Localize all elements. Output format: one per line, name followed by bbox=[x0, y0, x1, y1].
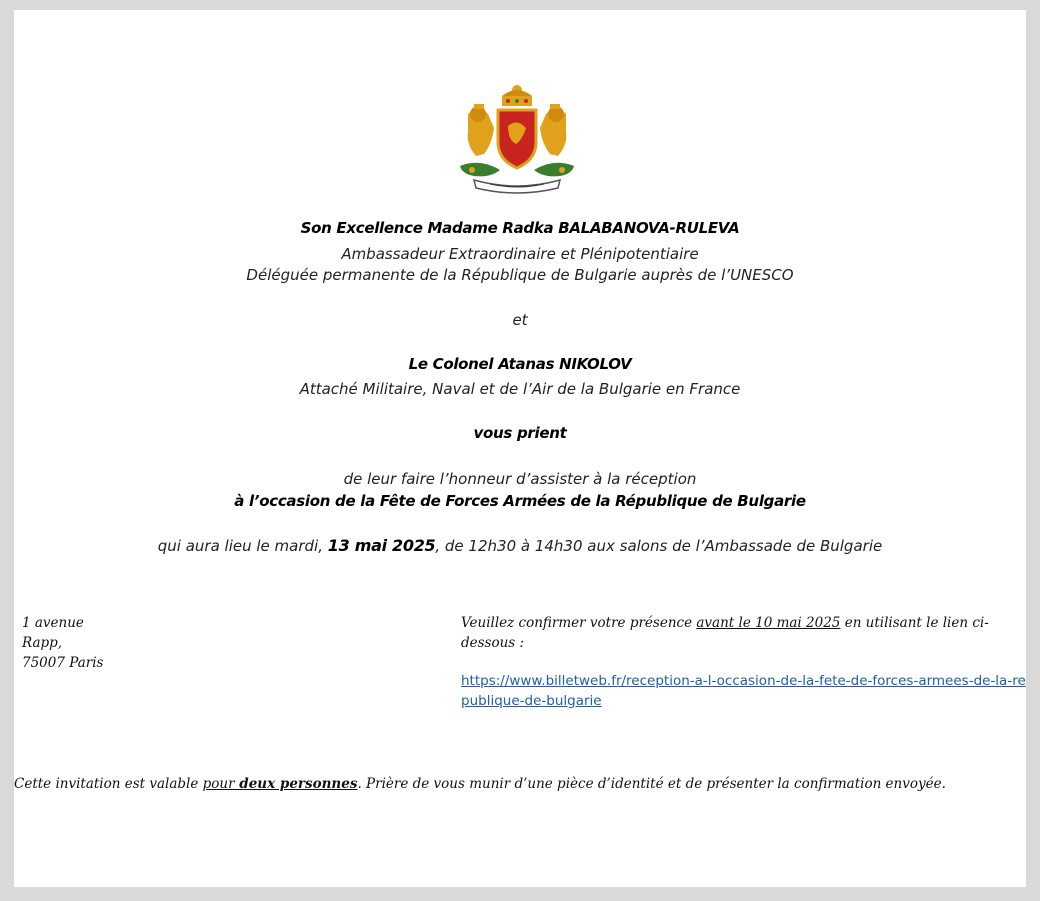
footer-persons-text: deux personnes bbox=[239, 776, 358, 792]
rsvp-link-block bbox=[461, 671, 1026, 711]
rsvp-deadline: avant le 10 mai 2025 bbox=[696, 615, 841, 631]
date-prefix: qui aura lieu le mardi, bbox=[157, 537, 323, 555]
host2-title: Attaché Militaire, Naval et de l’Air de la Bulgarie en France bbox=[299, 380, 741, 398]
host1-name: Son Excellence Madame Radka BALABANOVA-RULEVA bbox=[300, 219, 740, 237]
footer-note bbox=[14, 774, 1026, 794]
footer-persons bbox=[235, 776, 358, 792]
footer-suffix: . Prière de vous munir d’une pièce d’identité et de présenter la confirmation envoyée. bbox=[357, 776, 946, 792]
rsvp-text bbox=[461, 613, 1026, 653]
footer-prefix: Cette invitation est valable bbox=[14, 776, 199, 792]
footer-pour: pour bbox=[202, 776, 235, 792]
date-suffix: , de 12h30 à 14h30 aux salons de l’Ambassade de Bulgarie bbox=[435, 537, 883, 555]
address-line: 75007 Paris bbox=[22, 655, 104, 671]
rsvp-prefix: Veuillez confirmer votre présence bbox=[461, 615, 693, 631]
address-line: 1 avenue bbox=[22, 615, 84, 631]
host2-name: Le Colonel Atanas NIKOLOV bbox=[408, 355, 632, 373]
host1-delegation: Déléguée permanente de la République de Bulgarie auprès de l’UNESCO bbox=[246, 266, 794, 284]
occasion: à l’occasion de la Fête de Forces Armées de la République de Bulgarie bbox=[234, 492, 806, 510]
rsvp-link[interactable]: https://www.billetweb.fr/reception-a-l-occasion-de-la-fete-de-forces-armees-de-la-republique-de-bulgarie bbox=[461, 673, 1026, 709]
event-date: 13 mai 2025 bbox=[327, 536, 436, 555]
bulgarian-coat-of-arms-icon bbox=[450, 84, 584, 196]
conjunction: et bbox=[512, 311, 528, 329]
address-line: Rapp, bbox=[22, 635, 63, 651]
invite-line: de leur faire l’honneur d’assister à la réception bbox=[343, 470, 697, 488]
invite-verb: vous prient bbox=[473, 424, 567, 442]
address-block bbox=[22, 613, 142, 673]
event-date-line bbox=[14, 535, 1026, 557]
invitation-page bbox=[14, 10, 1026, 887]
rsvp-suffix: en utilisant le lien ci-dessous : bbox=[461, 615, 989, 651]
host1-title: Ambassadeur Extraordinaire et Plénipotentiaire bbox=[341, 245, 699, 263]
